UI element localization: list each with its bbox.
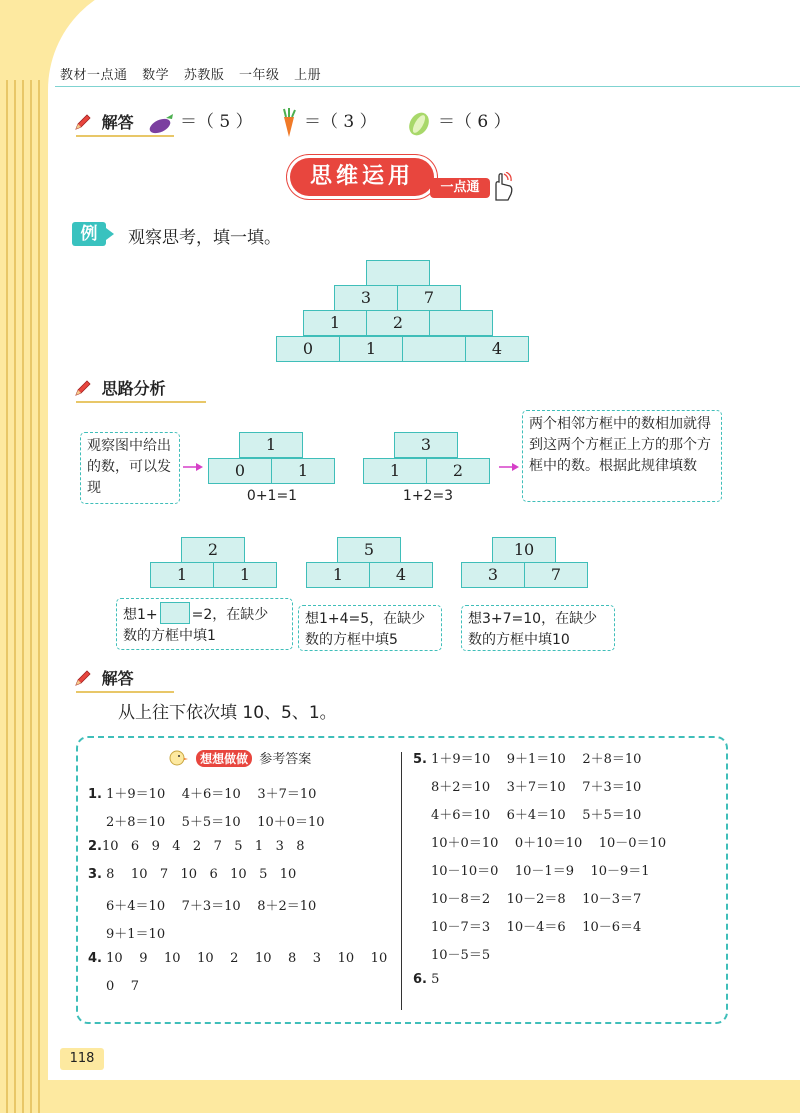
header-grade: 一年级	[238, 68, 280, 83]
case1-bottom: 1	[150, 562, 214, 588]
pyramid-cell: 1	[303, 310, 367, 336]
answer-line: 1. 1＋9＝10 4＋6＝10 3＋7＝10	[88, 787, 317, 802]
case2-note: 想1+4=5，在缺少 数的方框中填5	[298, 605, 442, 651]
answer-line: 4. 10 9 10 10 2 10 8 3 10 10	[88, 951, 388, 966]
pencil-icon	[74, 669, 92, 687]
answer-key-divider	[401, 752, 402, 1010]
page-edge-stack	[0, 80, 48, 1113]
answer-line: 10－8＝2 10－2＝8 10－3＝7	[431, 892, 642, 907]
answer-line: 10－5＝5	[431, 948, 491, 963]
page-number: 118	[60, 1048, 104, 1070]
rule-note: 两个相邻方框中的数相加就得到这两个方框正上方的那个方框中的数。根据此规律填数	[522, 410, 722, 502]
example2-bottom: 1	[363, 458, 427, 484]
answer-key-heading	[165, 748, 311, 767]
answer-line: 10－10＝0 10－1＝9 10－9＝1	[431, 864, 650, 879]
answer-line: 4＋6＝10 6＋4＝10 5＋5＝10	[431, 808, 642, 823]
example-prompt: 观察思考，填一填。	[128, 228, 281, 248]
answer-key-title: 参考答案	[259, 752, 312, 767]
header-edition: 苏教版	[183, 68, 225, 83]
case1-note: 想1+ =2，在缺少 数的方框中填1	[116, 598, 293, 650]
banner-title: 思维运用	[290, 158, 434, 196]
eggplant-icon	[148, 111, 176, 135]
case2-bottom: 4	[369, 562, 433, 588]
pencil-icon	[74, 113, 92, 131]
analysis-label: 思路分析	[74, 376, 166, 399]
example2-bottom: 2	[426, 458, 490, 484]
pyramid-cell: 0	[276, 336, 340, 362]
answer-line: 2.10 6 9 4 2 7 5 1 3 8	[88, 839, 305, 854]
answer-eggplant: ＝（ 5 ）	[148, 107, 253, 135]
example-tag: 例	[72, 222, 106, 246]
case3-bottom: 7	[524, 562, 588, 588]
answer-carrot: ＝（ 3 ）	[278, 107, 377, 138]
section-banner	[290, 158, 515, 208]
answer-line: 8＋2＝10 3＋7＝10 7＋3＝10	[431, 780, 642, 795]
observe-note: 观察图中给出的数，可以发现	[80, 432, 180, 504]
header-book: 教材一点通	[60, 68, 128, 83]
case3-bottom: 3	[461, 562, 525, 588]
header-subject: 数学	[142, 68, 170, 83]
answer-line: 2＋8＝10 5＋5＝10 10＋0＝10	[106, 815, 325, 830]
example2-top: 3	[394, 432, 458, 458]
example1-bottom: 0	[208, 458, 272, 484]
cabbage-icon	[404, 108, 434, 138]
answer-line: 5. 1＋9＝10 9＋1＝10 2＋8＝10	[413, 752, 642, 767]
pencil-icon	[74, 379, 92, 397]
arrow-icon	[499, 462, 519, 472]
solution-text: 从上往下依次填 10、5、1。	[118, 703, 337, 723]
pyramid-cell	[402, 336, 466, 362]
pyramid-cell: 7	[397, 285, 461, 311]
answer-line: 6. 5	[413, 972, 440, 987]
answer-line: 6＋4＝10 7＋3＝10 8＋2＝10	[106, 899, 317, 914]
solution-label: 解答	[74, 666, 134, 689]
answer-cabbage: ＝（ 6 ）	[404, 107, 511, 138]
header-rule	[55, 86, 800, 87]
banner-subtitle: 一点通	[430, 178, 490, 198]
pyramid-cell	[429, 310, 493, 336]
chick-icon	[165, 749, 189, 767]
example2-equation: 1+2=3	[402, 488, 454, 504]
pyramid-cell	[366, 260, 430, 286]
example1-equation: 0+1=1	[246, 488, 298, 504]
answer-line: 10－7＝3 10－4＝6 10－6＝4	[431, 920, 642, 935]
top-answer-label: 解答	[74, 110, 134, 133]
pyramid-cell: 4	[465, 336, 529, 362]
carrot-icon	[278, 108, 300, 138]
case3-note: 想3+7=10，在缺少 数的方框中填10	[461, 605, 615, 651]
answer-line: 9＋1＝10	[106, 927, 166, 942]
blank-box	[160, 602, 190, 624]
pyramid-cell: 3	[334, 285, 398, 311]
example1-top: 1	[239, 432, 303, 458]
case1-bottom: 1	[213, 562, 277, 588]
answer-line: 3. 8 10 7 10 6 10 5 10	[88, 867, 297, 882]
header-volume: 上册	[294, 68, 322, 83]
case2-top: 5	[337, 537, 401, 563]
answer-key-tag: 想想做做	[196, 750, 252, 767]
case1-top: 2	[181, 537, 245, 563]
answer-line: 0 7	[106, 979, 140, 994]
running-header	[60, 64, 331, 83]
hand-pointer-icon	[490, 172, 514, 202]
arrow-icon	[183, 462, 203, 472]
example1-bottom: 1	[271, 458, 335, 484]
pyramid-cell: 2	[366, 310, 430, 336]
case2-bottom: 1	[306, 562, 370, 588]
pyramid-cell: 1	[339, 336, 403, 362]
answer-line: 10＋0＝10 0＋10＝10 10－0＝10	[431, 836, 667, 851]
case3-top: 10	[492, 537, 556, 563]
